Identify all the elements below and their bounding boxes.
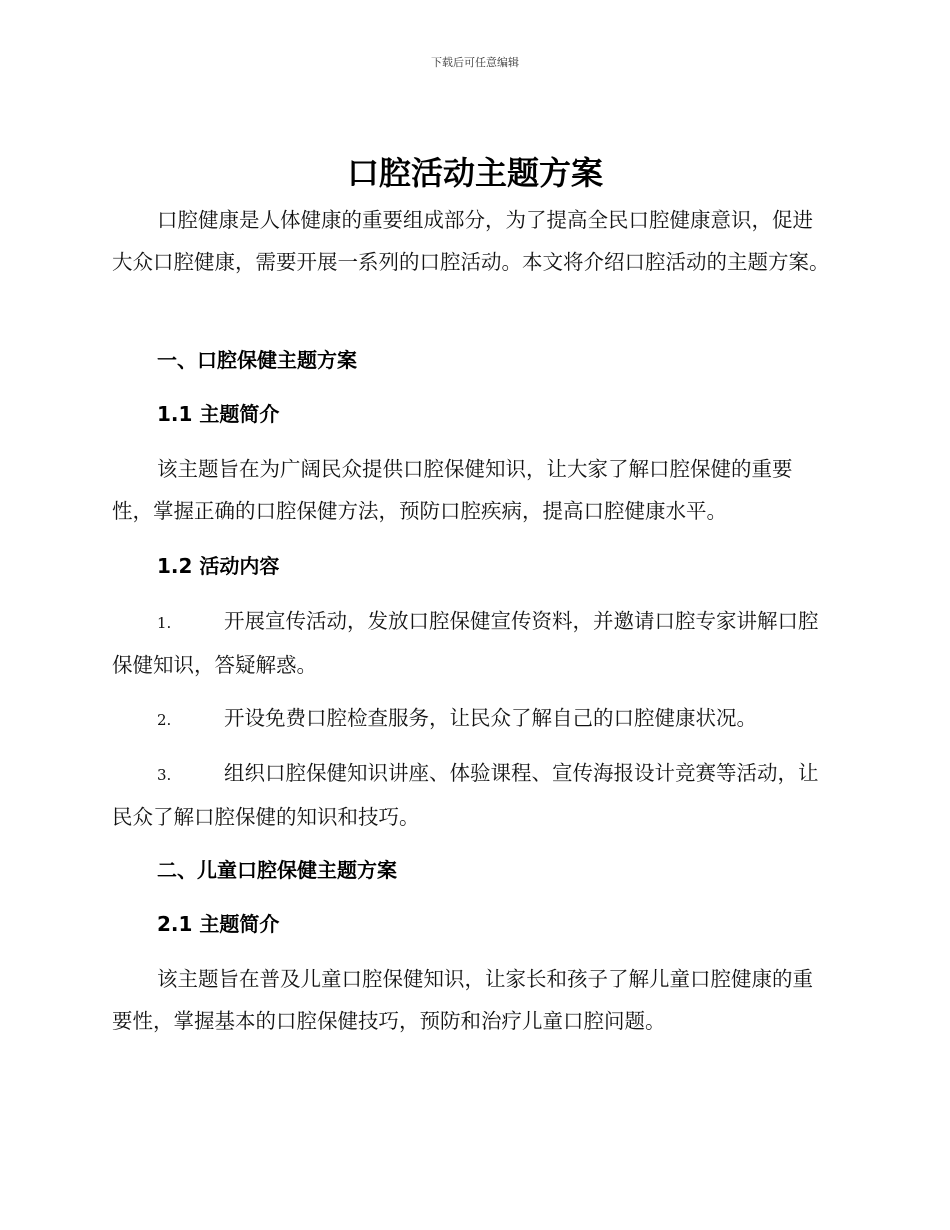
section2-1-paragraph: 该主题旨在普及儿童口腔保健知识，让家长和孩子了解儿童口腔健康的重要性，掌握基本的口腔保健技巧，预防和治疗儿童口腔问题。 xyxy=(112,967,813,1033)
list-item-number: 3. xyxy=(157,766,172,784)
document-title: 口腔活动主题方案 xyxy=(346,154,603,192)
section1-1-heading: 1.1 主题简介 xyxy=(157,402,280,426)
list-item-number: 1. xyxy=(157,614,172,632)
section2-1-heading: 2.1 主题简介 xyxy=(157,912,280,936)
section1-2-heading: 1.2 活动内容 xyxy=(157,554,280,578)
header-note: 下载后可任意编辑 xyxy=(431,56,519,69)
list-item-number: 2. xyxy=(157,711,172,729)
section1-1-paragraph: 该主题旨在为广阔民众提供口腔保健知识，让大家了解口腔保健的重要性，掌握正确的口腔保健方法，预防口腔疾病，提高口腔健康水平。 xyxy=(112,457,793,523)
list-item-text: 开展宣传活动，发放口腔保健宣传资料，并邀请口腔专家讲解口腔保健知识，答疑解惑。 xyxy=(112,609,819,677)
intro-paragraph: 口腔健康是人体健康的重要组成部分，为了提高全民口腔健康意识，促进大众口腔健康，需要开展一系列的口腔活动。本文将介绍口腔活动的主题方案。 xyxy=(112,208,830,274)
list-item-text: 组织口腔保健知识讲座、体验课程、宣传海报设计竞赛等活动，让民众了解口腔保健的知识和技巧。 xyxy=(112,761,819,829)
section2-heading: 二、儿童口腔保健主题方案 xyxy=(157,858,397,882)
list-item-3 xyxy=(112,752,832,838)
list-item-text: 开设免费口腔检查服务，让民众了解自己的口腔健康状况。 xyxy=(224,706,757,730)
list-item-2 xyxy=(112,697,832,741)
list-item-1 xyxy=(112,600,832,686)
section1-heading: 一、口腔保健主题方案 xyxy=(157,348,357,372)
